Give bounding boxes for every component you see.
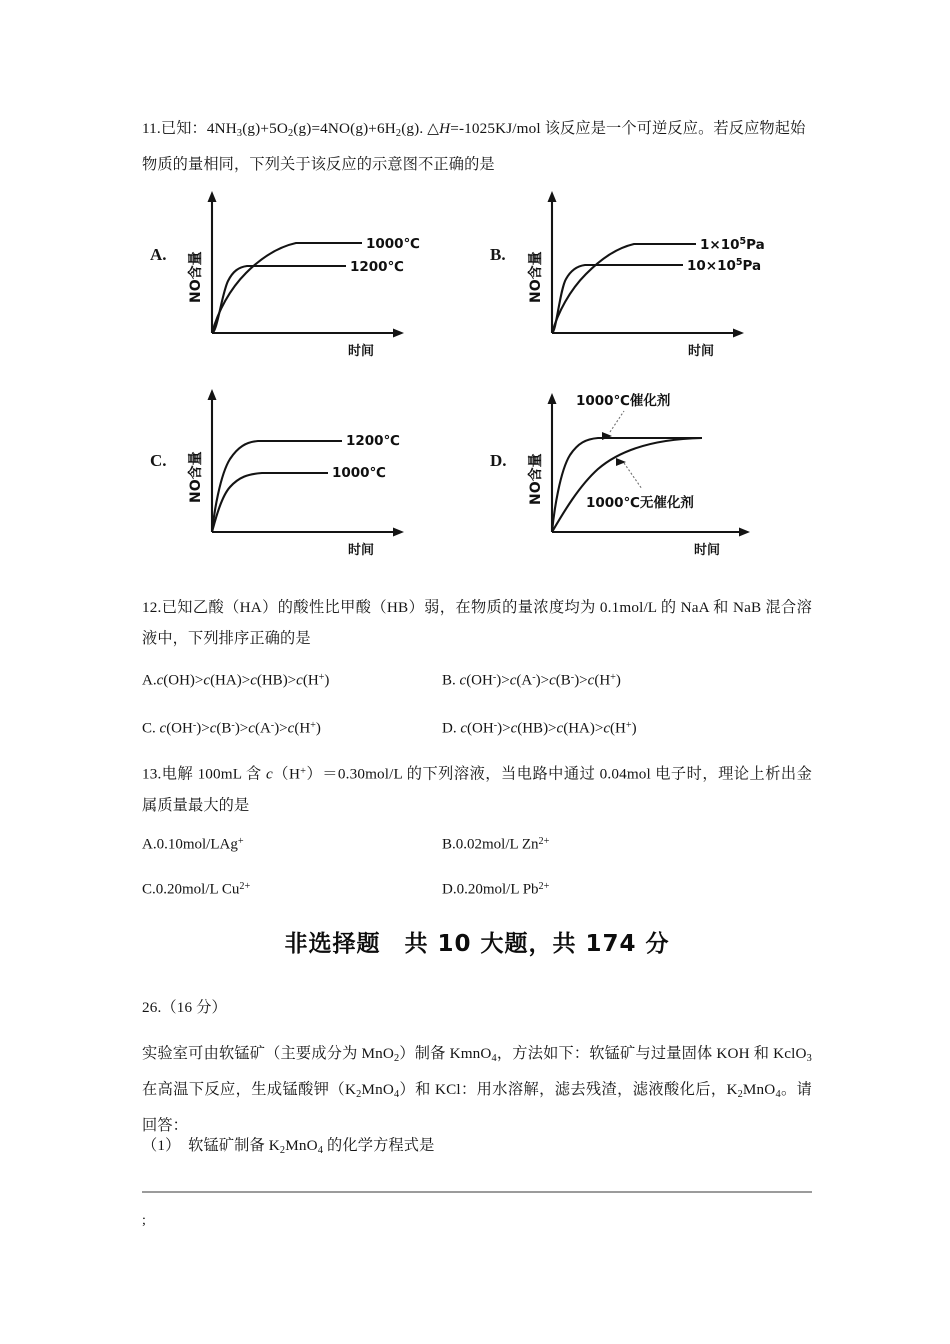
figure-b-curve-1x105pa (552, 244, 696, 333)
figure-c-curve-1000 (212, 473, 328, 532)
question-12-option-d[interactable]: D. c(OH-)>c(HB)>c(HA)>c(H+) (442, 720, 637, 737)
figure-d-label-no-catalyst: 1000℃无催化剂 (586, 495, 694, 511)
question-13-stem: 13.电解 100mL 含 c（H+）＝0.30mol/L 的下列溶液，当电路中通过 0.04mol 电子时，理论上析出金属质量最大的是 (142, 765, 812, 814)
question-11-stem (142, 113, 812, 180)
q11-eq-d: (g). (401, 120, 428, 137)
question-12-option-a[interactable]: A.c(OH)>c(HA)>c(HB)>c(H+) (142, 672, 330, 689)
q11-eq-b: (g)+5O (242, 120, 288, 137)
question-12-options-row-2 (142, 711, 812, 744)
figure-d-marker-no-catalyst-icon (616, 458, 626, 466)
figure-b-label-1x105pa: $1\times 10^5Pa$ (700, 236, 765, 253)
figure-c-x-arrow-icon (393, 528, 404, 537)
figure-b-y-axis-label: NO含量 (528, 251, 544, 303)
q11-eq-c-sub: 2 (395, 127, 402, 139)
figure-b-curve-10x105pa (552, 265, 683, 333)
q12-opt-c-label: C. (142, 720, 160, 737)
figure-d-leader-catalyst (610, 411, 624, 432)
q11-enthalpy-symbol: H (439, 120, 451, 137)
figure-c-label-1200: 1200℃ (346, 433, 400, 449)
q11-eq-c: (g)=4NO(g)+6H (293, 120, 396, 137)
question-12-option-b[interactable]: B. c(OH-)>c(A-)>c(B-)>c(H+) (442, 672, 621, 689)
q11-enthalpy-value: =-1025KJ/mol (450, 120, 541, 137)
q11-prefix: 11.已知： (142, 120, 207, 137)
footer-semicolon: ; (142, 1213, 146, 1228)
answer-divider (142, 1191, 812, 1193)
figure-b-x-axis-label: 时间 (688, 344, 715, 359)
figure-d-x-axis-label: 时间 (694, 543, 721, 558)
figure-option-b (490, 185, 812, 360)
figure-a-x-arrow-icon (393, 329, 404, 338)
q11-stem-tail: 该反应是一个可逆反应。若反应物起始物质的量相同，下列关于该反应的示意图不正确的是 (142, 120, 806, 173)
figure-d-letter: D. (490, 451, 507, 470)
figure-b-y-arrow-icon (548, 191, 557, 202)
question-26-header: 26.（16 分） (142, 999, 227, 1016)
figure-option-d (490, 375, 812, 560)
figure-d-label-catalyst: 1000℃催化剂 (576, 393, 671, 409)
figure-d-y-axis-label: NO含量 (528, 453, 544, 505)
delta-symbol: △ (427, 120, 440, 137)
question-26-body: 实验室可由软锰矿（主要成分为 MnO$_2$）制备 KmnO$_4$，方法如下：软锰矿与过量固体 KOH 和 KclO$_3$ 在高温下反应，生成锰酸钾$(K_2MnO_4)$和 KCl：用水溶解，滤去残渣，滤液酸化后，$K_2MnO_4$。请回答： (142, 1045, 812, 1134)
figure-c-x-axis-label: 时间 (348, 543, 375, 558)
figure-a-label-1000: 1000℃ (366, 236, 420, 252)
figure-a-curve-1000 (212, 243, 362, 333)
section-title: 非选择题 共 10 大题，共 174 分 (284, 931, 670, 957)
question-12-stem: 12.已知乙酸（HA）的酸性比甲酸（HB）弱，在物质的量浓度均为 0.1mol/L 的 NaA 和 NaB 混合溶液中，下列排序正确的是 (142, 599, 812, 647)
figure-b-letter: B. (490, 245, 506, 264)
figure-a-label-1200: 1200℃ (350, 259, 404, 275)
figure-b-plot (490, 185, 812, 360)
figure-a-y-axis-label: NO含量 (188, 251, 204, 303)
figure-d-curve-no-catalyst (552, 438, 702, 532)
figure-a-plot (150, 185, 470, 360)
question-13-options-row-2 (142, 872, 812, 905)
figure-c-y-arrow-icon (208, 389, 217, 400)
question-13-option-a[interactable]: A.0.10mol/LAg+ (142, 836, 244, 853)
figure-c-y-axis-label: NO含量 (188, 451, 204, 503)
q11-eq-a: 4NH (206, 120, 237, 137)
figure-a-y-arrow-icon (208, 191, 217, 202)
question-13-option-c[interactable]: C.0.20mol/L $Cu^{2+}$ (142, 881, 251, 898)
figure-a-x-axis-label: 时间 (348, 344, 375, 359)
figure-b-label-10x105pa: $10\times 10^5Pa$ (687, 257, 762, 274)
question-13-option-d[interactable]: D.0.20mol/L $Pb^{2+}$ (442, 881, 550, 898)
q11-eq-a-sub: 3 (236, 127, 243, 139)
q12-opt-a-label: A. (142, 672, 157, 689)
question-13-option-b[interactable]: B.0.02mol/L $Zn^{2+}$ (442, 836, 550, 853)
q12-opt-b-label: B. (442, 672, 460, 689)
question-12-option-c[interactable]: C. c(OH-)>c(B-)>c(A-)>c(H+) (142, 720, 321, 737)
q11-eq-b-sub: 2 (287, 127, 294, 139)
figure-b-x-arrow-icon (733, 329, 744, 338)
figure-c-plot (150, 375, 470, 560)
question-12-options-row-1 (142, 663, 812, 696)
figure-c-label-1000: 1000℃ (332, 465, 386, 481)
figure-a-curve-1200 (212, 266, 346, 333)
q12-opt-d-label: D. (442, 720, 461, 737)
figure-d-y-arrow-icon (548, 393, 557, 404)
figure-option-a (150, 185, 470, 360)
question-26-sub-1: （1） 软锰矿制备 $K_2MnO_4$ 的化学方程式是 (142, 1137, 435, 1156)
figure-d-leader-no-catalyst (624, 463, 642, 489)
figure-d-plot (490, 375, 812, 560)
figure-d-x-arrow-icon (739, 528, 750, 537)
question-11-figures (142, 185, 812, 565)
figure-c-letter: C. (150, 451, 167, 470)
figure-option-c (150, 375, 470, 560)
question-13-options-row-1 (142, 827, 812, 860)
figure-a-letter: A. (150, 245, 167, 264)
